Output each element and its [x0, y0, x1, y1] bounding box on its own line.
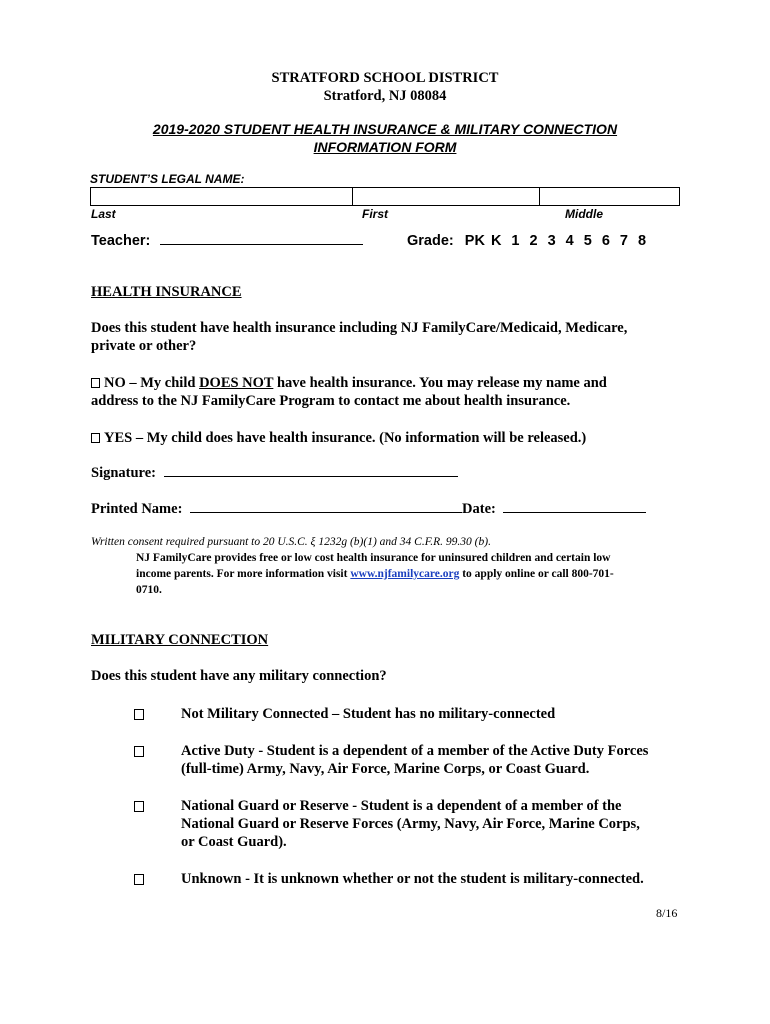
- military-unknown-checkbox[interactable]: [134, 874, 144, 885]
- printed-name-row: [91, 500, 646, 518]
- grade-options: [458, 233, 646, 249]
- grade-row: [407, 233, 646, 249]
- health-question-line2: private or other?: [91, 338, 197, 354]
- first-name-label: First: [362, 207, 389, 221]
- military-option-unknown: [181, 870, 644, 888]
- health-insurance-heading: HEALTH INSURANCE: [91, 284, 242, 300]
- military-question: Does this student have any military connection?: [91, 668, 387, 684]
- middle-name-label: Middle: [565, 207, 603, 221]
- yes-text: YES – My child does have health insurance. (No information will be released.): [104, 430, 587, 446]
- signature-label: Signature:: [91, 465, 156, 481]
- grade-option-5[interactable]: 5: [583, 233, 592, 249]
- date-label: Date:: [462, 501, 496, 517]
- yes-checkbox[interactable]: [91, 433, 100, 443]
- form-title-line1: 2019-2020 STUDENT HEALTH INSURANCE & MILITARY CONNECTION: [152, 121, 618, 137]
- no-prefix: NO – My child: [104, 375, 200, 391]
- military-active-duty-checkbox[interactable]: [134, 746, 144, 757]
- student-name-fields: [90, 187, 680, 206]
- grade-option-4[interactable]: 4: [565, 233, 574, 249]
- military-option-line: Unknown - It is unknown whether or not the student is military-connected.: [181, 871, 644, 887]
- no-checkbox[interactable]: [91, 378, 100, 388]
- signature-field[interactable]: [164, 476, 458, 477]
- no-emphasis: DOES NOT: [199, 375, 274, 391]
- grade-option-8[interactable]: 8: [637, 233, 647, 249]
- no-line2: address to the NJ FamilyCare Program to contact me about health insurance.: [91, 393, 571, 409]
- military-not-connected-checkbox[interactable]: [134, 709, 144, 720]
- consent-note: Written consent required pursuant to 20 U.S.C. ξ 1232g (b)(1) and 34 C.F.R. 99.30 (b).: [91, 536, 491, 548]
- first-name-field[interactable]: [353, 188, 540, 205]
- health-option-no: [91, 374, 607, 410]
- teacher-field[interactable]: [160, 244, 363, 245]
- grade-option-1[interactable]: 1: [511, 233, 520, 249]
- military-option-active-duty: [181, 742, 648, 778]
- military-option-line: Active Duty - Student is a dependent of a member of the Active Duty Forces: [181, 743, 649, 759]
- form-title-line2: INFORMATION FORM: [313, 139, 457, 155]
- military-option-line: National Guard or Reserve Forces (Army, Navy, Air Force, Marine Corps,: [181, 816, 640, 832]
- familycare-link[interactable]: www.njfamilycare.org: [350, 568, 460, 580]
- health-option-yes: [91, 429, 586, 447]
- printed-name-label: Printed Name:: [91, 501, 183, 517]
- district-name: STRATFORD SCHOOL DISTRICT: [271, 70, 499, 86]
- military-national-guard-reserve-checkbox[interactable]: [134, 801, 144, 812]
- military-option-line: or Coast Guard).: [181, 834, 287, 850]
- grade-option-7[interactable]: 7: [619, 233, 628, 249]
- health-question-line1: Does this student have health insurance including NJ FamilyCare/Medicaid, Medicare,: [91, 320, 628, 336]
- familycare-info: [136, 550, 614, 598]
- military-heading: MILITARY CONNECTION: [91, 632, 269, 648]
- info-line1: NJ FamilyCare provides free or low cost health insurance for uninsured children and certain low: [136, 552, 611, 564]
- military-option-not-connected: [181, 705, 555, 723]
- page-code: 8/16: [656, 906, 678, 920]
- student-name-label: STUDENT’S LEGAL NAME:: [90, 172, 245, 186]
- last-name-field[interactable]: [91, 188, 353, 205]
- health-question: [91, 319, 627, 355]
- military-option-line: Not Military Connected – Student has no military-connected: [181, 706, 556, 722]
- district-location: Stratford, NJ 08084: [323, 88, 447, 104]
- last-name-label: Last: [91, 207, 116, 221]
- military-option-line: National Guard or Reserve - Student is a dependent of a member of the: [181, 798, 622, 814]
- info-line3: 0710.: [136, 584, 162, 596]
- grade-option-6[interactable]: 6: [601, 233, 610, 249]
- info-line2-prefix: income parents. For more information visit: [136, 568, 351, 580]
- teacher-label: Teacher:: [91, 233, 151, 249]
- printed-name-field[interactable]: [190, 512, 462, 513]
- no-suffix: have health insurance. You may release my name and: [273, 375, 607, 391]
- military-option-national-guard-reserve: [181, 797, 640, 851]
- info-line2-suffix: to apply online or call 800-701-: [459, 568, 614, 580]
- military-option-line: (full-time) Army, Navy, Air Force, Marine Corps, or Coast Guard.: [181, 761, 590, 777]
- grade-option-pk[interactable]: PK: [464, 233, 485, 249]
- middle-name-field[interactable]: [540, 188, 679, 205]
- grade-option-2[interactable]: 2: [529, 233, 538, 249]
- signature-row: [91, 464, 458, 482]
- date-field[interactable]: [503, 512, 646, 513]
- teacher-row: [91, 233, 363, 249]
- grade-label: Grade:: [407, 233, 454, 249]
- grade-option-k[interactable]: K: [490, 233, 502, 249]
- grade-option-3[interactable]: 3: [547, 233, 556, 249]
